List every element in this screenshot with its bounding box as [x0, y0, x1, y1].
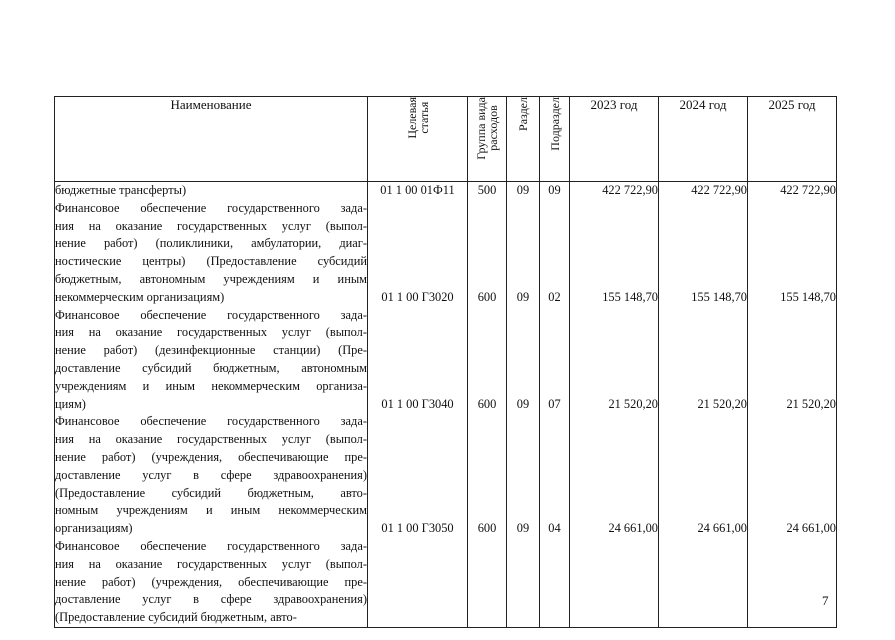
header-group [468, 97, 507, 182]
header-2023: 2023 год [570, 97, 659, 182]
name-line: номным учреждениям и иным некоммерческим [55, 503, 367, 518]
name-line: бюджетные трансферты) [55, 183, 187, 197]
name-line: доставление услуг в сфере здравоохранения) [55, 592, 367, 607]
cell-value-section: 09 [516, 396, 530, 411]
name-line: Финансовое обеспечение государственного зада- [55, 538, 367, 553]
amount-2025-cell [748, 182, 837, 628]
amount-2023-cell [570, 182, 659, 628]
header-subsection [540, 97, 570, 182]
header-subsection-label: Подраздел [547, 97, 562, 151]
target-cell [368, 182, 468, 628]
amount-2024-cell [659, 182, 748, 628]
cell-value-y2025: 155 148,70 [780, 289, 836, 304]
cell-value-y2025: 422 722,90 [780, 183, 836, 197]
name-cell [55, 182, 368, 628]
name-line: доставление услуг в сфере здравоохранения) [55, 467, 367, 482]
cell-value-target: 01 1 00 Г3040 [381, 396, 454, 411]
cell-value-section: 09 [516, 289, 530, 304]
name-line: ния на оказание государственных услуг (выпол- [55, 218, 367, 233]
cell-value-y2024: 24 661,00 [697, 521, 747, 536]
cell-value-y2023: 24 661,00 [608, 521, 658, 536]
name-line: ния на оказание государственных услуг (выпол- [55, 432, 367, 447]
cell-value-y2024: 21 520,20 [697, 396, 747, 411]
cell-value-group: 600 [477, 521, 497, 536]
page-number: 7 [822, 593, 829, 608]
name-line: Финансовое обеспечение государственного зада- [55, 414, 367, 429]
name-line: (Предоставление субсидий бюджетным, авто- [55, 610, 297, 625]
name-line: нение работ) (учреждения, обеспечивающие пре- [55, 449, 367, 464]
header-section-label: Раздел [516, 97, 530, 131]
table-body-row [55, 182, 837, 628]
name-line: ния на оказание государственных услуг (выпол- [55, 325, 367, 340]
name-line: нение работ) (учреждения, обеспечивающие пре- [55, 574, 367, 589]
cell-value-y2025: 24 661,00 [786, 521, 836, 536]
name-line: Финансовое обеспечение государственного зада- [55, 200, 367, 215]
header-name: Наименование [55, 97, 368, 182]
cell-value-target: 01 1 00 01Ф11 [380, 183, 455, 197]
cell-value-y2023: 155 148,70 [602, 289, 658, 304]
name-line: ния на оказание государственных услуг (выпол- [55, 556, 367, 571]
name-line: ностические центры) (Предоставление субсидий [55, 254, 367, 269]
cell-value-group: 600 [477, 289, 497, 304]
header-section [507, 97, 540, 182]
header-2025: 2025 год [748, 97, 837, 182]
name-line: бюджетным, автономным учреждениям и иным [55, 271, 367, 286]
cell-value-subsection: 04 [548, 521, 561, 536]
cell-value-y2023: 21 520,20 [608, 396, 658, 411]
cell-value-section: 09 [516, 183, 530, 197]
name-line: Финансовое обеспечение государственного зада- [55, 307, 367, 322]
cell-value-subsection: 09 [548, 183, 561, 197]
name-line: (Предоставление субсидий бюджетным, авто- [55, 485, 367, 500]
name-line: некоммерческим организациям) [55, 289, 225, 304]
cell-value-target: 01 1 00 Г3020 [381, 289, 454, 304]
group-cell [468, 182, 507, 628]
cell-value-group: 600 [477, 396, 497, 411]
name-line: организациям) [55, 521, 133, 536]
cell-value-y2024: 422 722,90 [691, 183, 747, 197]
cell-value-target: 01 1 00 Г3050 [381, 521, 454, 536]
cell-value-y2024: 155 148,70 [691, 289, 747, 304]
header-2024: 2024 год [659, 97, 748, 182]
cell-value-y2023: 422 722,90 [602, 183, 658, 197]
table-header-row [55, 97, 837, 182]
header-target [368, 97, 468, 182]
budget-table [54, 96, 837, 628]
section-cell [507, 182, 540, 628]
name-line: нение работ) (дезинфекционные станции) (Пре- [55, 343, 367, 358]
cell-value-subsection: 02 [548, 289, 561, 304]
header-group-label: Группа вида расходов [474, 97, 500, 160]
cell-value-section: 09 [516, 521, 530, 536]
subsection-cell [540, 182, 570, 628]
name-line: нение работ) (поликлиники, амбулатории, диаг- [55, 236, 367, 251]
cell-value-group: 500 [477, 183, 497, 197]
cell-value-subsection: 07 [548, 396, 561, 411]
name-line: доставление субсидий бюджетным, автономным [55, 360, 367, 375]
cell-value-y2025: 21 520,20 [786, 396, 836, 411]
name-line: учреждениям и иным некоммерческим организа- [55, 378, 367, 393]
name-line: циям) [55, 396, 86, 411]
header-target-label: Целевая статья [404, 97, 431, 139]
